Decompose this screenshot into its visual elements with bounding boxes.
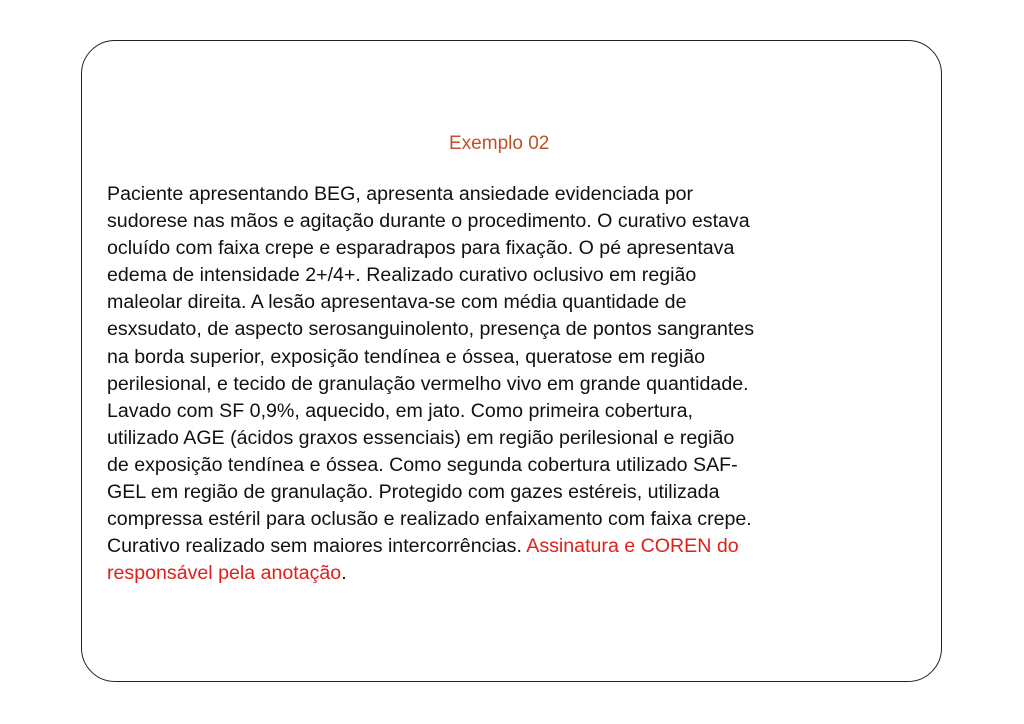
slide-title-text: Exemplo 02 (449, 133, 550, 154)
paragraph-text: Curativo realizado sem maiores intercorrências. (107, 535, 527, 558)
paragraph-line: sudorese nas mãos e agitação durante o procedimento. O curativo estava (107, 210, 750, 233)
paragraph-line-signature-end (107, 560, 927, 587)
nursing-note-paragraph (107, 181, 927, 587)
paragraph-line: esxsudato, de aspecto serosanguinolento, presença de pontos sangrantes (107, 318, 755, 341)
paragraph-period: . (341, 562, 347, 585)
paragraph-line: ocluído com faixa crepe e esparadrapos para fixação. O pé apresentava (107, 237, 735, 260)
paragraph-line: perilesional, e tecido de granulação vermelho vivo em grande quantidade. (107, 372, 749, 395)
paragraph-line: Lavado com SF 0,9%, aquecido, em jato. Como primeira cobertura, (107, 399, 693, 422)
slide-title (449, 132, 549, 156)
paragraph-line: compressa estéril para oclusão e realizado enfaixamento com faixa crepe. (107, 508, 752, 531)
signature-instruction-highlight-end: responsável pela anotação (107, 562, 342, 585)
paragraph-line-signature (107, 533, 927, 560)
paragraph-line: de exposição tendínea e óssea. Como segunda cobertura utilizado SAF- (107, 453, 738, 476)
paragraph-line: edema de intensidade 2+/4+. Realizado curativo oclusivo em região (107, 264, 697, 287)
paragraph-line: GEL em região de granulação. Protegido com gazes estéreis, utilizada (107, 481, 720, 504)
paragraph-line: utilizado AGE (ácidos graxos essenciais) em região perilesional e região (107, 426, 735, 449)
paragraph-line: na borda superior, exposição tendínea e óssea, queratose em região (107, 345, 706, 368)
paragraph-line: Paciente apresentando BEG, apresenta ansiedade evidenciada por (107, 183, 694, 205)
paragraph-line: maleolar direita. A lesão apresentava-se com média quantidade de (107, 291, 687, 314)
signature-instruction-highlight: Assinatura e COREN do (526, 535, 739, 558)
